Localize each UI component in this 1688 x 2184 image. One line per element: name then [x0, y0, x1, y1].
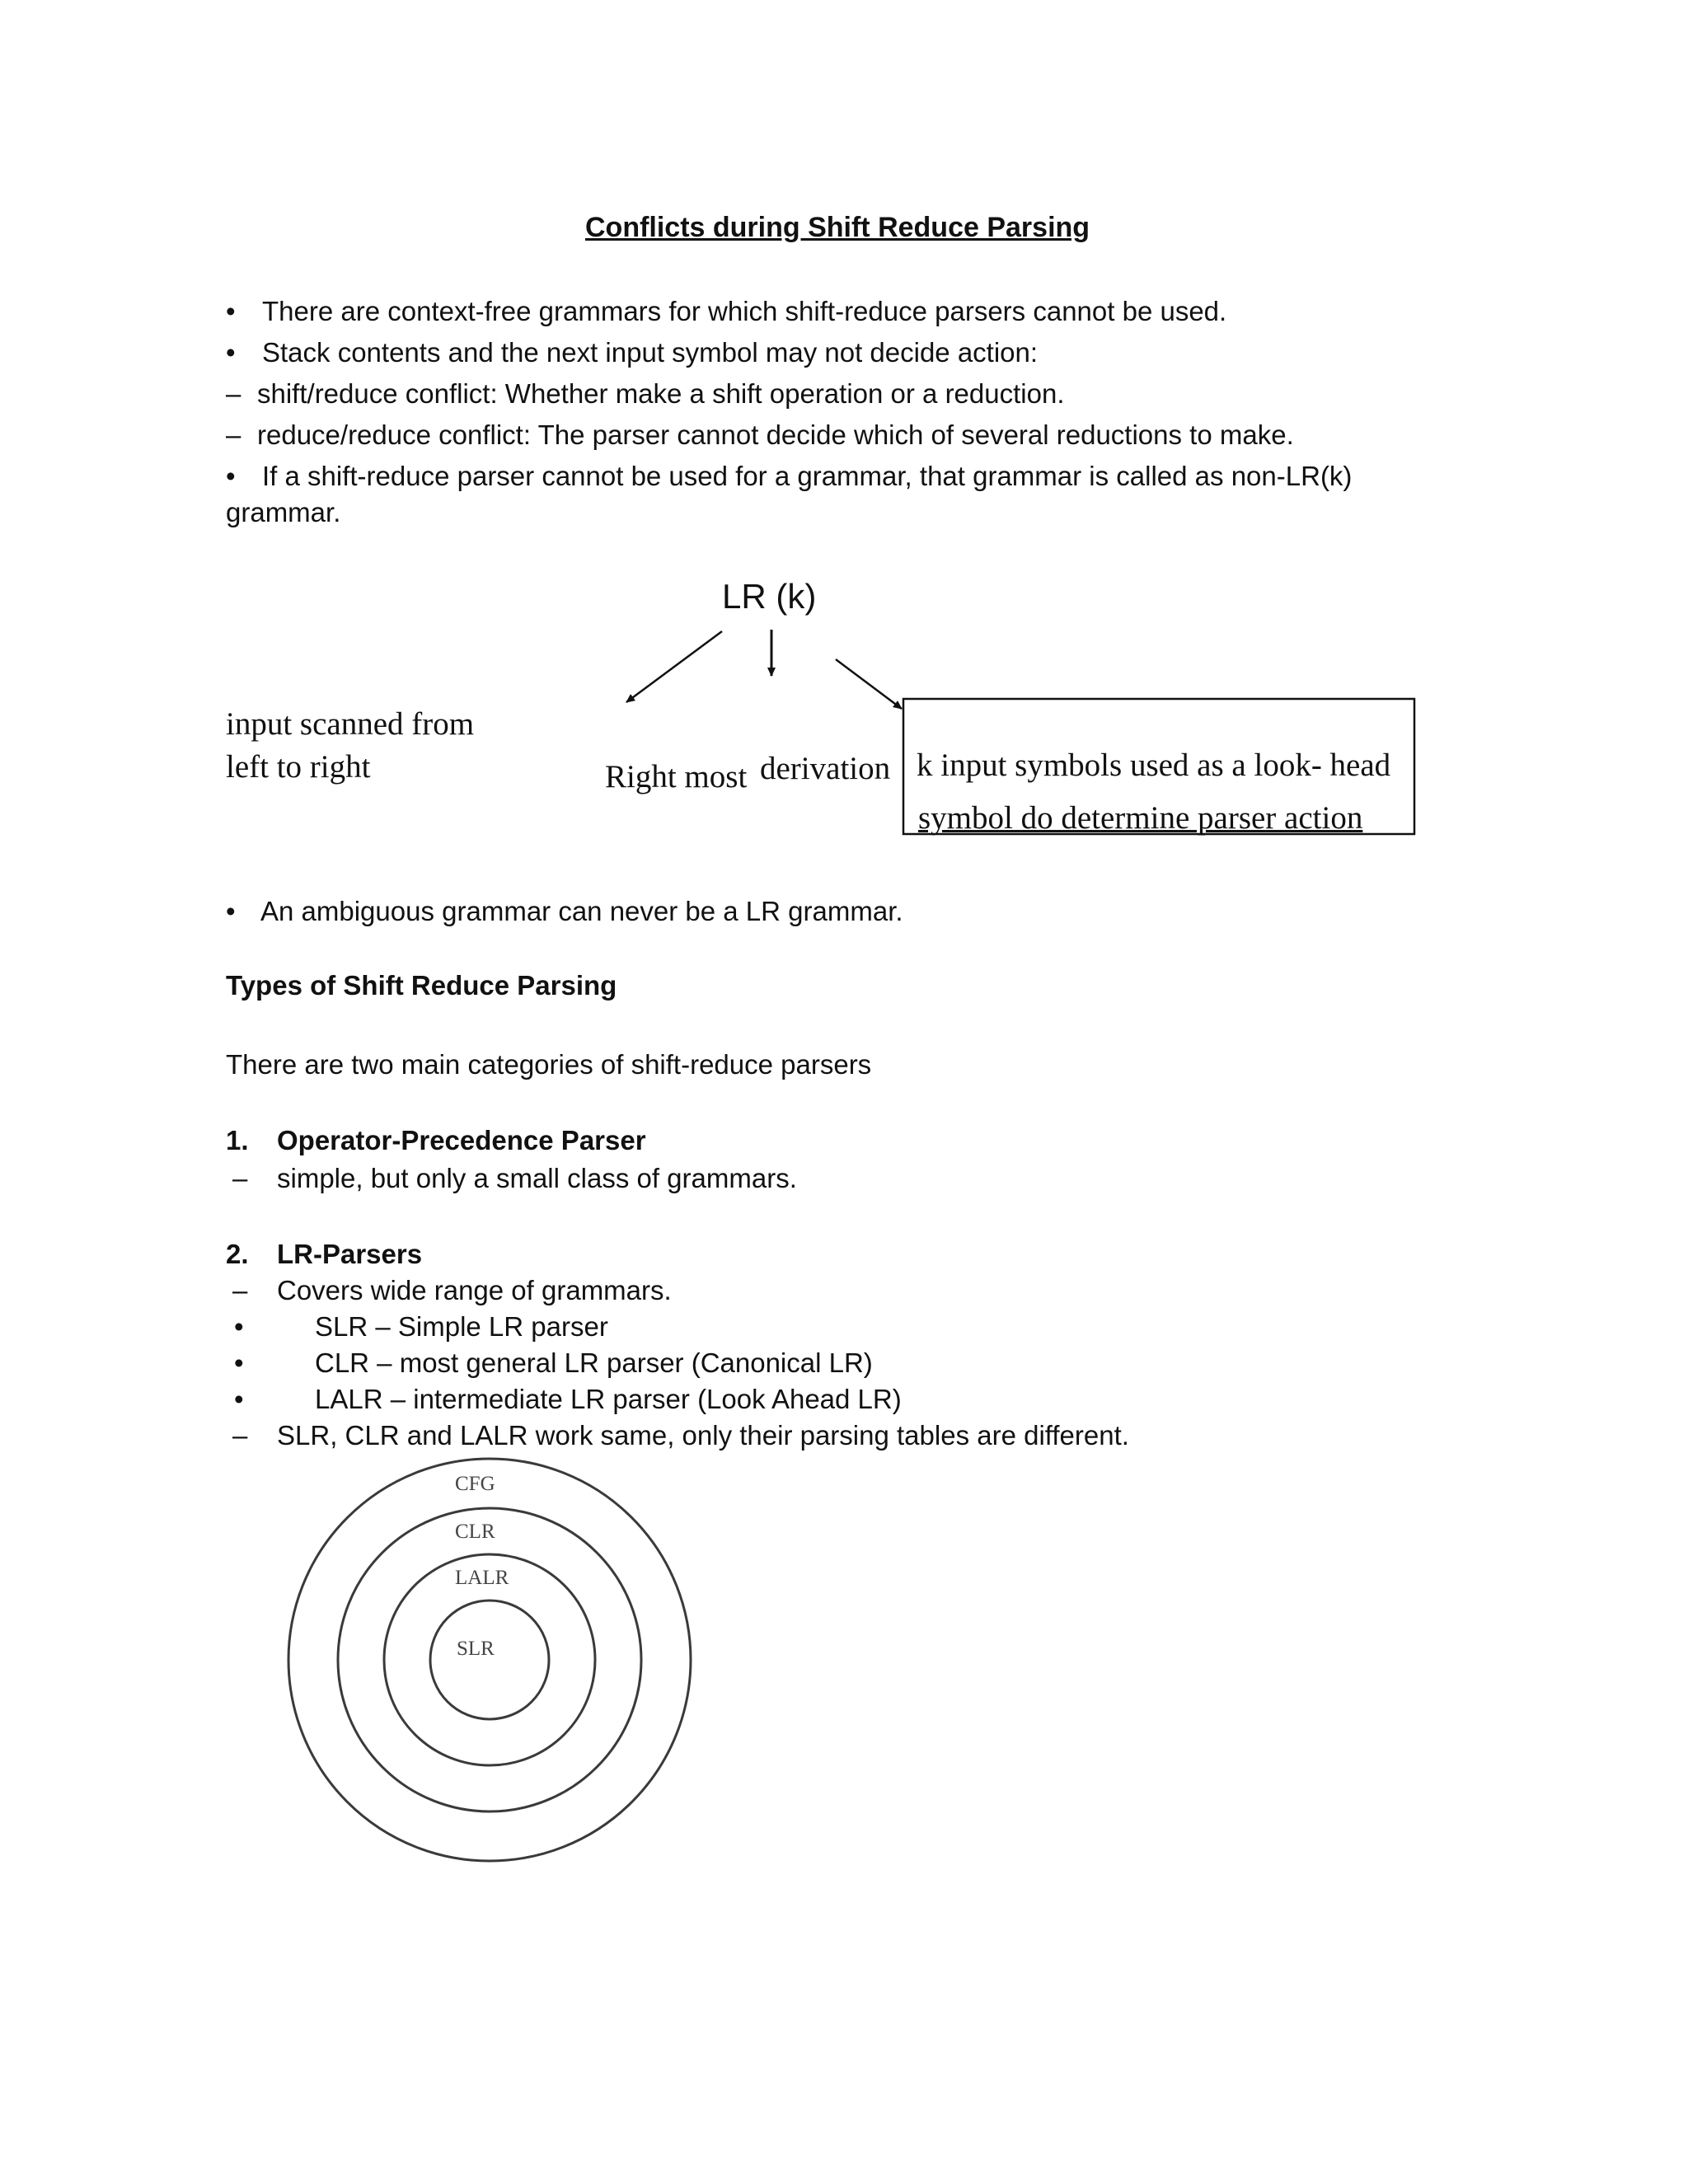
ambiguous-bullet-marker: • — [226, 896, 236, 926]
bullet-continuation: grammar. — [226, 497, 341, 527]
bullet-marker: – — [226, 419, 241, 450]
page-title: Conflicts during Shift Reduce Parsing — [585, 212, 1090, 243]
bullet-text: Stack contents and the next input symbol may not decide action: — [262, 337, 1039, 368]
label-slr: SLR — [457, 1638, 495, 1660]
bullet-marker: – — [226, 378, 241, 409]
item-marker: • — [234, 1347, 244, 1378]
ambiguous-note: An ambiguous grammar can never be a LR grammar. — [260, 896, 903, 926]
item-marker: – — [232, 1420, 248, 1451]
item-text: CLR – most general LR parser (Canonical LR) — [315, 1347, 873, 1378]
label-cfg: CFG — [455, 1473, 495, 1495]
bullet-marker: • — [226, 461, 236, 491]
section-number: 2. — [226, 1239, 249, 1269]
lrk-root-label: LR (k) — [722, 577, 817, 616]
circle-clr — [338, 1508, 641, 1811]
item-text: simple, but only a small class of grammars. — [277, 1163, 797, 1193]
arrow-right — [836, 659, 902, 709]
circle-slr — [430, 1601, 549, 1719]
middle-label-part1: Right most — [605, 759, 748, 794]
label-clr: CLR — [455, 1521, 495, 1543]
item-marker: • — [234, 1311, 244, 1342]
box-label-line1: k input symbols used as a look- head — [917, 748, 1391, 783]
item-text: Covers wide range of grammars. — [277, 1275, 672, 1305]
label-lalr: LALR — [455, 1567, 509, 1589]
middle-label-part2: derivation — [760, 751, 891, 786]
left-label-line2: left to right — [226, 749, 371, 785]
types-intro: There are two main categories of shift-reduce parsers — [226, 1049, 872, 1080]
bullet-marker: • — [226, 337, 236, 368]
arrow-left — [626, 631, 722, 702]
item-marker: – — [232, 1163, 248, 1193]
item-text: LALR – intermediate LR parser (Look Ahead LR) — [315, 1384, 902, 1414]
bullet-text: If a shift-reduce parser cannot be used for a grammar, that grammar is called as non-LR(k) — [262, 461, 1353, 491]
bullet-text: shift/reduce conflict: Whether make a shift operation or a reduction. — [257, 378, 1065, 409]
item-marker: • — [234, 1384, 244, 1414]
item-text: SLR, CLR and LALR work same, only their parsing tables are different. — [277, 1420, 1129, 1451]
section-heading: Operator-Precedence Parser — [277, 1125, 646, 1155]
bullet-marker: • — [226, 296, 236, 326]
section-number: 1. — [226, 1125, 249, 1155]
item-text: SLR – Simple LR parser — [315, 1311, 608, 1342]
circle-cfg — [288, 1459, 691, 1861]
left-label-line1: input scanned from — [226, 706, 475, 742]
box-label-line2: symbol do determine parser action — [918, 800, 1363, 836]
bullet-text: reduce/reduce conflict: The parser cannot decide which of several reductions to make. — [257, 419, 1294, 450]
circle-lalr — [384, 1554, 595, 1765]
types-heading: Types of Shift Reduce Parsing — [226, 970, 617, 1001]
bullet-text: There are context-free grammars for which shift-reduce parsers cannot be used. — [262, 296, 1227, 326]
item-marker: – — [232, 1275, 248, 1305]
section-heading: LR-Parsers — [277, 1239, 423, 1269]
